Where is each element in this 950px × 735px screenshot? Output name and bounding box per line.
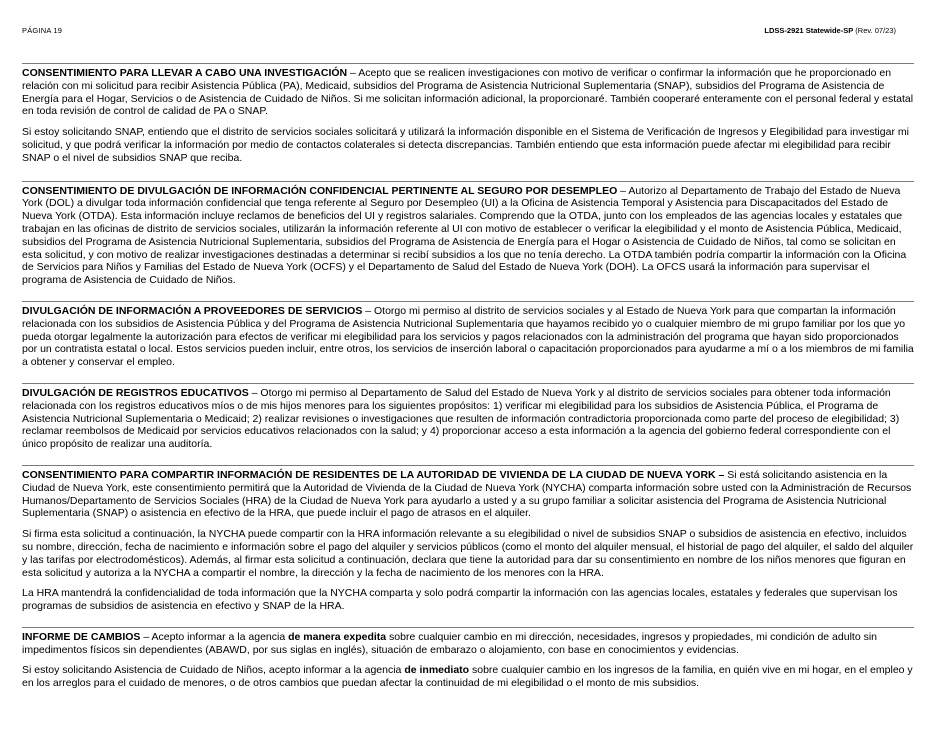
bold-text: DIVULGACIÓN DE REGISTROS EDUCATIVOS: [22, 386, 249, 399]
section-consent-investigation: [22, 63, 914, 165]
body-text: La HRA mantendrá la confidencialidad de toda información que la NYCHA comparta y solo podrá compartir la información con las agencias locales, estatales y federales que supervisan los programas de subsidios de asistencia en efectivo y SNAP de la HRA.: [22, 587, 898, 613]
bold-text: INFORME DE CAMBIOS: [22, 630, 141, 643]
paragraph: [22, 67, 914, 118]
paragraph: [22, 631, 914, 657]
body-text: – Otorgo mi permiso al distrito de servicios sociales y al Estado de Nueva York para que compartan la información relacionada con los subsidios de Asistencia Pública y del Programa de Asistencia Nutricional Suplementaria que hayamos recibido yo o cualquier miembro de mi grupo familiar por los que yo pueda otorgar legalmente la autorización para efectos de verificar mi elegibilidad para los servicios y pagos relacionados con la administración del programa que hayan sido proporcionados por un contratista estatal o local. Estos servicios pueden incluir, entre otros, los servicios de inserción laboral o capacitación proporcionados para ayudarme a mí o a los miembros de mi familia a obtener y conservar el empleo.: [22, 304, 914, 369]
bold-text: DIVULGACIÓN DE INFORMACIÓN A PROVEEDORES DE SERVICIOS: [22, 304, 363, 317]
bold-text: CONSENTIMIENTO PARA LLEVAR A CABO UNA INVESTIGACIÓN: [22, 67, 348, 79]
section-nycha-consent: [22, 465, 914, 613]
page-number: PÁGINA 19: [22, 26, 63, 35]
section-service-providers-disclosure: [22, 301, 914, 369]
bold-text: CONSENTIMIENTO PARA COMPARTIR INFORMACIÓN DE RESIDENTES DE LA AUTORIDAD DE VIVIENDA DE LA CIUDAD DE NUEVA YORK –: [22, 468, 725, 481]
paragraph: [22, 185, 914, 287]
body-text: Si firma esta solicitud a continuación, la NYCHA puede compartir con la HRA información relevante a su elegibilidad o nivel de subsidios SNAP o subsidios de asistencia en efectivo, incluidos su nombre, dirección, fecha de nacimiento e información sobre el pago del alquiler y servicios públicos (como el monto del alquiler mensual, el historial de pago del alquiler, el saldo del alquiler y las tarifas por electrodomésticos). Además, al firmar esta solicitud a continuación, declara que tiene la autoridad para dar su consentimiento en nombre de los niños menores que figuran en esta solicitud y autoriza a la NYCHA a compartir el nombre, la dirección y la fecha de nacimiento de los menores con la HRA.: [22, 528, 914, 579]
body-text: Si está solicitando asistencia en la Ciudad de Nueva York, este consentimiento permitirá que la Autoridad de Vivienda de la Ciudad de Nueva York (NYCHA) comparta información sobre usted con la Administración de Recursos Humanos/Departamento de Servicios Sociales (HRA) de la Ciudad de Nueva York para ayudarlo a usted y a su grupo familiar a solicitar asistencia del Programa de Asistencia Nutricional Suplementaria (SNAP) o asistencia en efectivo de la HRA, que puede incluir el pago de atrasos en el alquiler.: [22, 468, 912, 520]
paragraph: [22, 305, 914, 369]
paragraph: [22, 528, 914, 579]
paragraph: [22, 664, 914, 690]
form-id: LDSS-2921 Statewide-SP: [764, 26, 854, 35]
section-unemployment-insurance-disclosure: [22, 181, 914, 287]
document-body: [22, 63, 914, 690]
body-text: sobre cualquier cambio en los ingresos de la familia, en quién vive en mi hogar, en el empleo y en los arreglos para el cuidado de menores, o de otros cambios que puedan afectar la continuidad de mi elegibilidad o el monto de mis subsidios.: [22, 664, 913, 690]
section-education-records-disclosure: [22, 383, 914, 451]
bold-text: de inmediato: [404, 664, 470, 677]
body-text: – Acepto informar a la agencia: [140, 630, 289, 643]
body-text: – Otorgo mi permiso al Departamento de Salud del Estado de Nueva York y al distrito de servicios sociales para obtener toda información relacionada con los registros educativos míos o de mis hijos menores para los siguientes propósitos: 1) verificar mi elegibilidad para los subsidios de Asistencia Pública, el Programa de Asistencia Nutricional Suplementaria o Medicaid; 2) realizar revisiones o investigaciones que resulten de información contradictoria proporcionada como parte del proceso de elegibilidad; 3) reclamar reembolsos de Medicaid por servicios educativos relacionados con la salud; y 4) proporcionar acceso a esta información a la agencia del gobierno federal correspondiente con el único propósito de realizar una auditoría.: [22, 386, 900, 451]
body-text: sobre cualquier cambio en mi dirección, necesidades, ingresos y propiedades, mi condición de adulto sin impedimentos físicos sin dependientes (ABAWD, por sus siglas en inglés), situación de embarazo o alojamiento, con base en conocimientos y evidencias.: [22, 630, 878, 656]
body-text: Si estoy solicitando SNAP, entiendo que el distrito de servicios sociales solicitará y utilizará la información disponible en el Sistema de Verificación de Ingresos y Elegibilidad para investigar mi solicitud, y que podrá verificar la información por medio de contactos colaterales si detecta discrepancias. También entiendo que esta información puede afectar mi elegibilidad para recibir SNAP o el nivel de subsidios SNAP que reciba.: [22, 126, 909, 164]
paragraph: [22, 469, 914, 520]
paragraph: [22, 387, 914, 451]
bold-text: CONSENTIMIENTO DE DIVULGACIÓN DE INFORMACIÓN CONFIDENCIAL PERTINENTE AL SEGURO POR DESEMPLEO: [22, 184, 618, 197]
body-text: – Autorizo al Departamento de Trabajo del Estado de Nueva York (DOL) a divulgar toda información confidencial que tenga referente al Seguro por Desempleo (UI) a la Oficina de Asistencia Temporal y Asistencia para Discapacitados del Estado de Nueva York (OTDA). Esta información incluye reclamos de beneficios del UI y registros salariales. Comprendo que la OTDA, junto con los empleados de las agencias locales y estatales que trabajan en las oficinas de distrito de servicios sociales, utilizarán la información referente al UI con motivo de establecer o verificar la elegibilidad y el monto de Asistencia Pública, Medicaid, subsidios del Programa de Asistencia Nutricional Suplementaria, subsidios del Programa de Asistencia de Energía para el Hogar o Asistencia de Cuidado de Niños, tal como se solicitan en esta solicitud, y con motivo de realizar investigaciones destinadas a determinar si recibí subsidios a los que no tenía derecho. La OTDA también podría compartir la información con la Oficina de Servicios para Niños y Familias del Estado de Nueva York (OCFS) y el Departamento de Salud del Estado de Nueva York (DOH). La OFCS usará la información para supervisar el programa de Asistencia de Cuidado de Niños.: [22, 184, 907, 287]
form-revision: (Rev. 07/23): [853, 26, 896, 35]
body-text: – Acepto que se realicen investigaciones con motivo de verificar o confirmar la información que he proporcionado en relación con mi solicitud para recibir Asistencia Pública (PA), Medicaid, subsidios del Programa de Asistencia Nutricional Suplementaria (SNAP), subsidios del Programa de Asistencia de Energía para el Hogar, Servicios o de Asistencia de Cuidado de Niños. Si me solicitan información adicional, la proporcionaré. También cooperaré enteramente con el personal federal y estatal en toda revisión de control de calidad de PA o SNAP.: [22, 67, 914, 118]
section-change-reporting: [22, 627, 914, 690]
form-identifier: [764, 26, 896, 35]
paragraph: [22, 126, 914, 164]
body-text: Si estoy solicitando Asistencia de Cuidado de Niños, acepto informar a la agencia: [22, 664, 405, 677]
paragraph: [22, 587, 914, 613]
bold-text: de manera expedita: [288, 630, 387, 643]
